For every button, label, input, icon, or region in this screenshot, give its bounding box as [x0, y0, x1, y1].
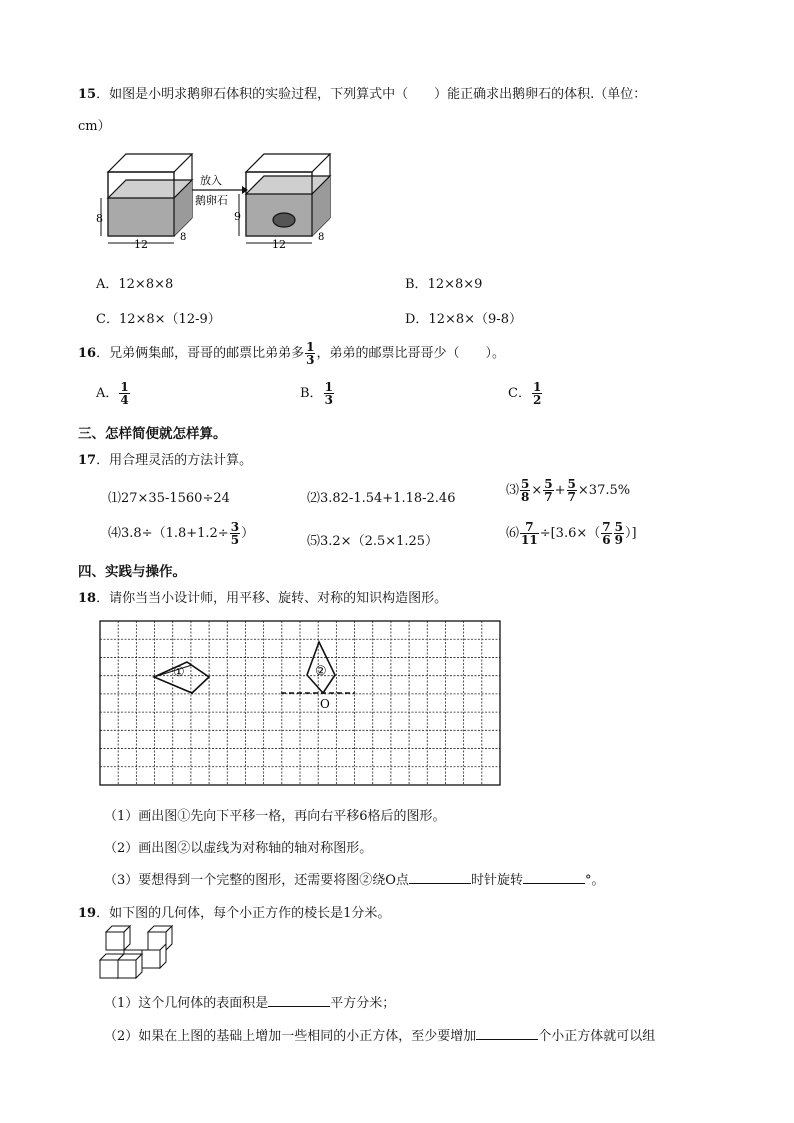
sub3-text-c: °。 [584, 873, 605, 888]
denominator: 11 [521, 533, 538, 547]
q18-stem [78, 587, 447, 606]
q19-stem [78, 902, 390, 921]
option-text: 12×8×（12-9） [118, 312, 221, 327]
left-width-label: 8 [180, 232, 187, 243]
q15-stem-cont: cm） [78, 119, 111, 134]
sub2-text-b: 个小正方体就可以组 [538, 1029, 656, 1044]
numerator: 5 [544, 477, 553, 491]
sub1-text-b: 平方分米； [330, 996, 396, 1011]
option-label: C． [508, 386, 531, 401]
q17-text: ．用合理灵活的方法计算。 [96, 453, 253, 468]
fraction [543, 478, 553, 503]
answer-blank-area[interactable] [268, 994, 330, 1007]
fraction [520, 521, 539, 546]
denominator: 9 [614, 533, 623, 547]
option-label: A． [96, 386, 119, 401]
option-text: 12×8×8 [118, 277, 174, 292]
denominator: 3 [306, 353, 315, 367]
sub3-text-b: 时针旋转 [470, 873, 523, 888]
denominator: 6 [602, 533, 611, 547]
answer-blank-direction[interactable] [409, 871, 471, 884]
item-suffix: ） [241, 526, 255, 541]
sub1-text-a: （1）这个几何体的表面积是 [104, 996, 269, 1011]
q15-option-b[interactable] [405, 273, 482, 292]
q15-option-d[interactable] [405, 308, 522, 327]
right-width-label: 8 [318, 232, 325, 243]
q17-item-1: ⑴27×35-1560÷24 [108, 491, 230, 506]
q19-sub-1 [104, 992, 395, 1011]
q16-text-after: ，弟弟的邮票比哥哥少（ ）。 [316, 346, 505, 361]
q19-sub-2 [104, 1025, 655, 1044]
q18-sub-2: （2）画出图②以虚线为对称轴的轴对称图形。 [104, 841, 373, 856]
q17-item-5: ⑸3.2×（2.5×1.25） [307, 534, 439, 549]
right-tank [246, 154, 330, 236]
q17-item-6 [506, 521, 637, 546]
section4-heading: 四、实践与操作。 [78, 564, 186, 580]
operator: × [531, 483, 543, 498]
q17-item-2: ⑵3.82-1.54+1.18-2.46 [307, 491, 456, 506]
fraction [601, 521, 611, 546]
q18-sub-1: （1）画出图①先向下平移一格，再向右平移6格后的图形。 [104, 809, 446, 824]
q16-text: ．兄弟俩集邮，哥哥的邮票比弟弟多 [96, 346, 305, 361]
section3-heading: 三、怎样简便就怎样算。 [78, 426, 227, 442]
q15-figure [96, 150, 336, 250]
q15-option-c[interactable] [96, 308, 221, 327]
numerator: 1 [306, 340, 315, 354]
answer-blank-count[interactable] [476, 1027, 538, 1040]
fraction [230, 521, 240, 546]
option-fraction [119, 381, 129, 406]
numerator: 1 [120, 380, 129, 394]
fraction [520, 478, 530, 503]
left-tank [108, 154, 192, 236]
item-prefix: ⑹ [506, 526, 520, 541]
q18-grid-figure[interactable] [99, 620, 501, 788]
denominator: 8 [521, 490, 530, 504]
option-text: 12×8×（9-8） [428, 312, 522, 327]
option-label: C． [96, 312, 119, 327]
grid [100, 621, 500, 785]
numerator: 1 [324, 380, 333, 394]
left-height-label: 8 [96, 212, 103, 225]
q19-text: ．如下图的几何体，每个小正方作的棱长是1分米。 [96, 906, 391, 921]
fraction [614, 521, 624, 546]
option-label: A． [96, 277, 119, 292]
option-fraction [532, 381, 542, 406]
q15-text: ．如图是小明求鹅卵石体积的实验过程，下列算式中（ ）能正确求出鹅卵石的体积.（单位： [96, 87, 647, 102]
numerator: 3 [230, 520, 240, 534]
item-middle: ÷[3.6×（ [539, 526, 601, 541]
q17-item-3 [506, 478, 630, 503]
operator: + [554, 483, 566, 498]
option-label: B． [405, 277, 428, 292]
item-prefix: ⑷3.8÷（1.8+1.2÷ [108, 526, 229, 541]
numerator: 5 [614, 520, 623, 534]
item-prefix: ⑶ [506, 483, 520, 498]
q16-number: 16 [78, 346, 97, 361]
q18-sub-3 [104, 869, 604, 888]
denominator: 7 [567, 490, 576, 504]
numerator: 5 [567, 477, 576, 491]
q19-cubes-figure [96, 922, 176, 984]
numerator: 5 [521, 477, 530, 491]
denominator: 7 [544, 490, 553, 504]
denominator: 3 [324, 393, 333, 407]
q18-number: 18 [78, 591, 97, 606]
left-water [108, 198, 174, 236]
numerator: 7 [602, 520, 611, 534]
q17-number: 17 [78, 453, 97, 468]
option-label: B． [300, 386, 323, 401]
numerator: 1 [532, 380, 542, 394]
right-height-label: 9 [234, 210, 241, 223]
item-suffix: ）] [624, 526, 637, 541]
q17-stem [78, 449, 252, 468]
q16-option-a[interactable] [96, 381, 131, 406]
right-length-label: 12 [272, 238, 286, 250]
point-o-label: O [320, 697, 330, 711]
q15-option-a[interactable] [96, 273, 173, 292]
q17-item-4 [108, 521, 254, 546]
arrow-label-1: 放入 [200, 174, 222, 187]
option-label: D． [405, 312, 429, 327]
q19-number: 19 [78, 906, 97, 921]
fraction [567, 478, 577, 503]
left-length-label: 12 [134, 238, 148, 250]
item-suffix: ×37.5% [577, 483, 631, 498]
denominator: 4 [120, 393, 129, 407]
sub2-text-a: （2）如果在上图的基础上增加一些相同的小正方体，至少要增加 [104, 1029, 477, 1044]
denominator: 5 [230, 533, 240, 547]
q18-text: ．请你当当小设计师，用平移、旋转、对称的知识构造图形。 [96, 591, 448, 606]
left-tank-top [108, 154, 192, 172]
q16-stem [78, 341, 505, 366]
q15-number: 15 [78, 87, 97, 102]
denominator: 2 [532, 393, 542, 407]
q16-fraction [305, 341, 315, 366]
pebble [273, 213, 295, 227]
shape-2-label: ② [315, 664, 327, 679]
q15-stem [78, 83, 646, 102]
q16-option-c[interactable] [508, 381, 543, 406]
option-text: 12×8×9 [427, 277, 483, 292]
numerator: 7 [525, 520, 534, 534]
q16-option-b[interactable] [300, 381, 335, 406]
option-fraction [324, 381, 334, 406]
sub3-text-a: （3）要想得到一个完整的图形，还需要将图②绕O点 [104, 873, 409, 888]
arrow-label-2: 鹅卵石 [195, 194, 228, 207]
answer-blank-degree[interactable] [523, 871, 585, 884]
shape-1-label: ① [173, 665, 185, 680]
